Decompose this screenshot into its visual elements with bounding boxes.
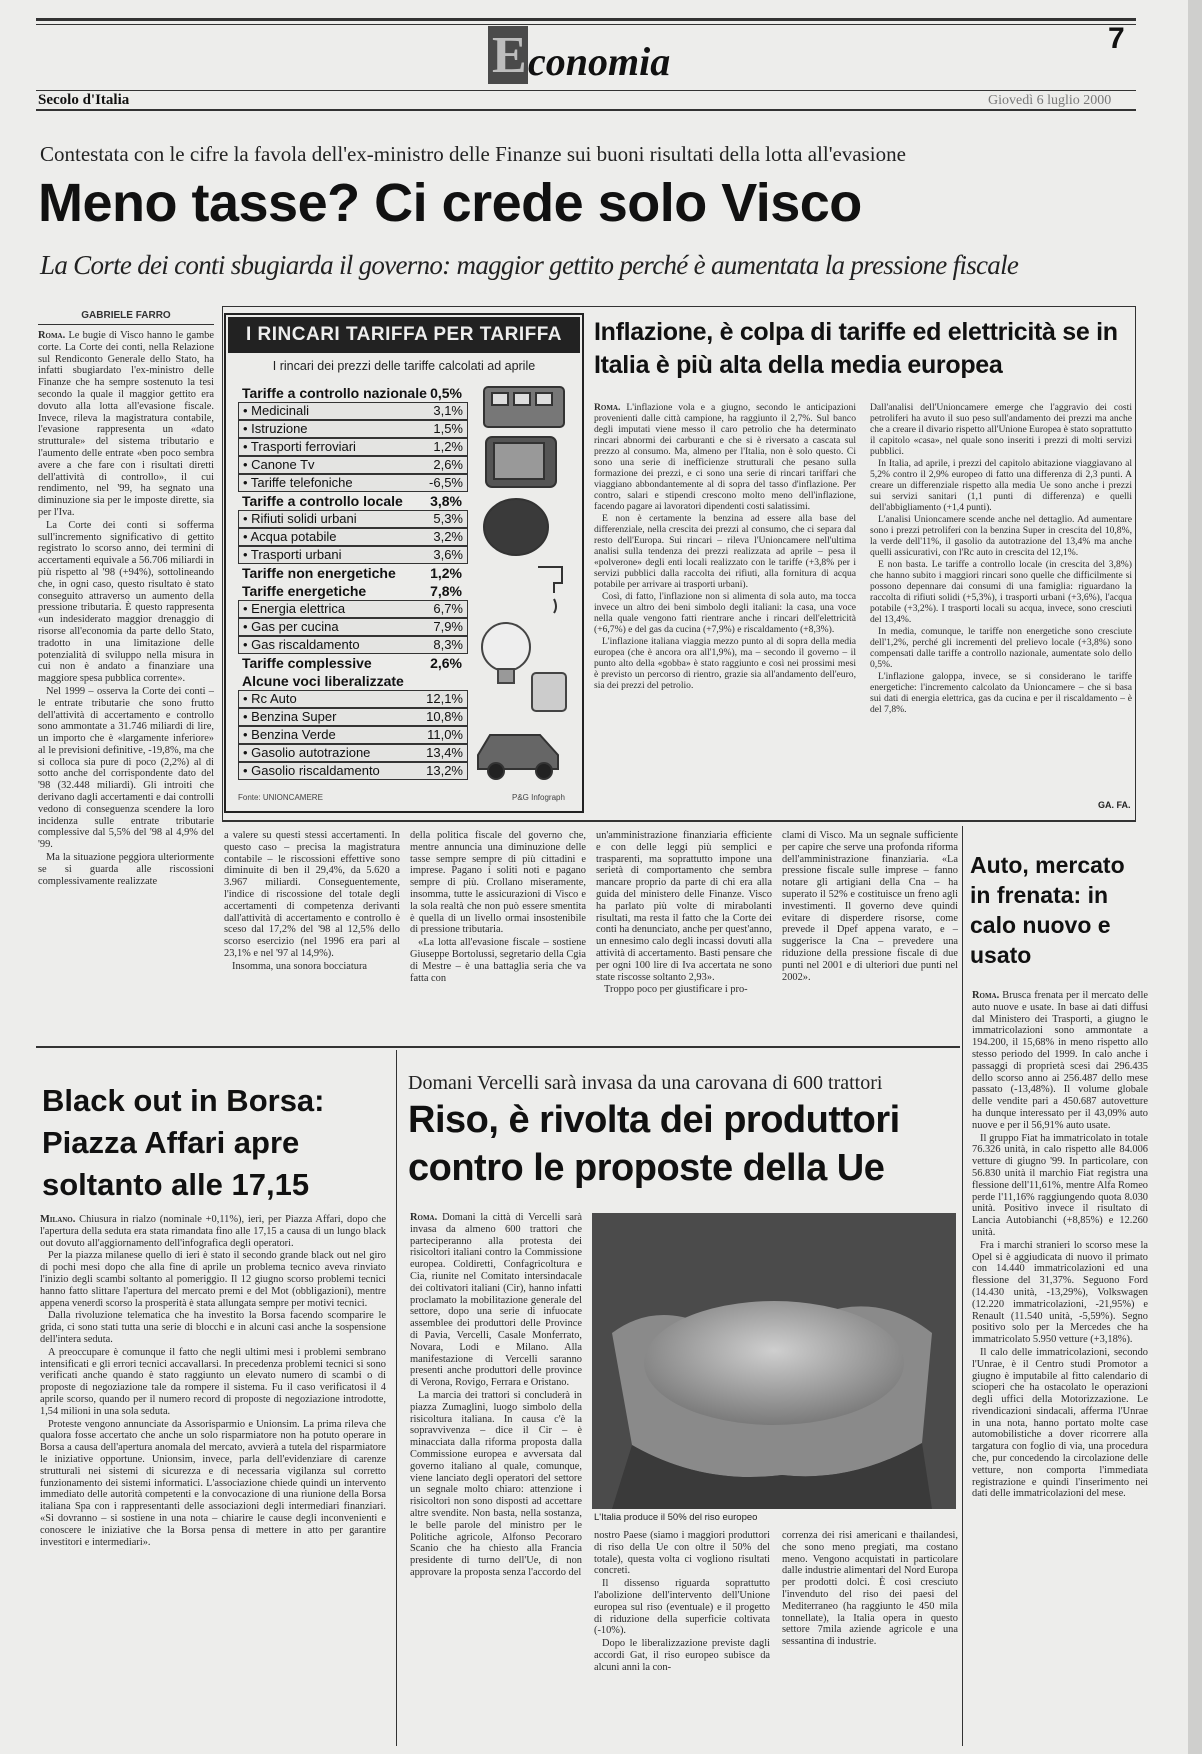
tariff-row: • Acqua potabile 3,2% bbox=[238, 528, 468, 546]
riso-col1-para: Roma. Domani la città di Vercelli sarà invasa da almeno 600 trattori che parteciperanno alla protesta dei risicoltori italiani contro la Commissione europea. Coldiretti, Confagricoltura e Cia, riunite nel Comitato intersindacale dei coltivatori italiani (Cir), hanno infatti proclamato la mobilitazione generale del settore, dopo una serie di infuocate assemblee dei produttori delle Province di Pavia, Vercelli, Casale Monferrato, Novara, Lodi e Milano. Alla manifestazione di Vercelli saranno presenti anche produttori delle province di Verona, Rovigo, Ferrara e Oristano. bbox=[410, 1212, 582, 1389]
byline: GABRIELE FARRO bbox=[81, 310, 171, 321]
tariff-row: • Rc Auto 12,1% bbox=[238, 690, 468, 708]
main-article-col4 bbox=[596, 830, 772, 1040]
rice-hands-image bbox=[592, 1213, 956, 1509]
tariff-row: Tariffe energetiche 7,8% bbox=[242, 583, 462, 599]
tariff-row: • Trasporti ferroviari 1,2% bbox=[238, 438, 468, 456]
tariff-row: Alcune voci liberalizzate bbox=[242, 673, 404, 689]
main-article-col1 bbox=[38, 330, 214, 1036]
auto-para: Roma. Brusca frenata per il mercato delle auto nuove e usate. In base ai dati diffusi dal Ministero dei Trasporti, a giugno le immatricolazioni sono ammontate a 194.200, il 15,68% in meno rispetto allo stesso periodo del 1999. In calo anche i passaggi di proprietà scesi dai 296.435 dello scorso anno ai 256.487 dello mese passato (-13,48%). Il volume globale delle vendite pari a 450.687 autovetture ha dunque interessato per il 43,09% auto nuove e per il 56,91% auto usate. bbox=[972, 990, 1148, 1131]
riso-kicker: Domani Vercelli sarà invasa da una carovana di 600 trattori bbox=[408, 1072, 883, 1094]
main-headline: Meno tasse? Ci crede solo Visco bbox=[38, 173, 862, 233]
tariff-row: • Medicinali 3,1% bbox=[238, 402, 468, 420]
section-letter: E bbox=[492, 27, 527, 84]
tariff-credit: P&G Infograph bbox=[512, 793, 565, 802]
main-subheadline: La Corte dei conti sbugiarda il governo: maggior gettito perché è aumentata la pressione fiscale bbox=[40, 250, 1019, 280]
riso-col3-para: correnza dei risi americani e thailandesi, che sono meno pregiati, ma costano meno. Vengono acquistati in particolare dalle industrie alimentari del Nord Europa per prodotti dolci. È così cresciuto l'invenduto del riso dei paesi del Mediterraneo (ha raggiunto le 450 mila tonnellate), la Italia opera in questo settore 7mila aziende agricole e una sessantina di industrie. bbox=[782, 1530, 958, 1648]
inflation-col2-para: L'inflazione galoppa, invece, se si considerano le tariffe energetiche: l'incremento calcolato da Unioncamere – che si basa sui dati di energia elettrica, gas da cucina e per il riscaldamento – è del 7,8%. bbox=[870, 671, 1132, 715]
auto-column-divider bbox=[962, 826, 963, 1746]
bulb-gas-illustration bbox=[482, 623, 566, 711]
main-col3-para: «La lotta all'evasione fiscale – sostiene Giuseppe Bortolussi, segretario della Cgia di Mestre – è una battaglia seria che va fatta con bbox=[410, 937, 586, 984]
tariff-row: Tariffe complessive 2,6% bbox=[242, 655, 462, 671]
riso-headline: Riso, è rivolta dei produttori contro le proposte della Ue bbox=[408, 1099, 900, 1189]
tariff-row: • Gasolio riscaldamento 13,2% bbox=[238, 762, 468, 780]
byline-rule bbox=[38, 324, 214, 325]
riso-dateline: Roma. bbox=[410, 1212, 438, 1223]
main-col2-para: Insomma, una sonora bocciatura bbox=[232, 960, 368, 972]
masthead-thin-rule bbox=[36, 24, 1136, 25]
garbage-tap-illustration bbox=[484, 499, 562, 613]
borsa-article-body bbox=[40, 1214, 386, 1744]
inflation-col2-para: L'analisi Unioncamere scende anche nel dettaglio. Ad aumentare sono i prezzi petroliferi con la benzina Super in crescita del 10,8%, la verde dell'11%, il gasolio da autotrazione del 13,4% ma anche quelli assicurativi, con l'Rc auto in crescita del 12,1%. bbox=[870, 514, 1132, 558]
riso-col2 bbox=[594, 1530, 770, 1746]
tariff-row: • Energia elettrica 6,7% bbox=[238, 600, 468, 618]
car-illustration bbox=[478, 735, 558, 779]
train-tv-illustration bbox=[484, 387, 564, 487]
borsa-para: Per la piazza milanese quello di ieri è stato il secondo grande black out nel giro di pochi mesi dopo che alla fine di aprile un problema tecnico aveva rinviato l'inizio degli scambi soltanto al pomeriggio. Il 12 giugno scorso problemi tecnici hanno fatto slittare l'apertura del mercato premi e del Mot (obbligazioni), mentre appena venerdì scorso la prosperità è stata allungata sempre per motivi tecnici. bbox=[40, 1250, 386, 1309]
inflation-box-rule bbox=[222, 820, 1136, 822]
page-binding-edge bbox=[1188, 0, 1202, 1754]
tariff-row: • Rifiuti solidi urbani 5,3% bbox=[238, 510, 468, 528]
tariff-row: • Canone Tv 2,6% bbox=[238, 456, 468, 474]
auto-para: Il calo delle immatricolazioni, secondo l'Unrae, è il Centro studi Promotor a giugno è imputabile al fitto calendario di scioperi che ha ostacolato le operazioni degli uffici della Motorizzazione. Le rivendicazioni sindacali, afferma l'Unrae in una nota, hanno portato molte case automobilistiche a dover ricorrere alla targatura con foglio di via, una procedura che, pur concedendo la circolazione delle vetture, non comporta l'immediata registrazione e quindi l'inserimento nei dati delle immatricolazioni del mese. bbox=[972, 1346, 1148, 1500]
auto-para: Fra i marchi stranieri lo scorso mese la Opel si è aggiudicata di nuovo il primato con 14.440 immatricolazioni ed una flessione del 31,37%. Seguono Ford (14.430 unità, -13,29%), Volkswagen (12.220 immatricolazioni, -21,95%) e Renault (11.540 unità, -5,59%). Segno positivo solo per la Mercedes che ha immatricolato 5.950 vetture (+3,18%). bbox=[972, 1239, 1148, 1346]
tariff-infographic bbox=[224, 313, 584, 813]
tariff-source: Fonte: UNIONCAMERE bbox=[238, 793, 323, 802]
tariff-row: • Gasolio autotrazione 13,4% bbox=[238, 744, 468, 762]
issue-date: Giovedì 6 luglio 2000 bbox=[988, 93, 1112, 108]
main-col4-para: Troppo poco per giustificare i pro- bbox=[604, 984, 748, 996]
riso-col3 bbox=[782, 1530, 958, 1746]
borsa-headline: Black out in Borsa: Piazza Affari apre soltanto alle 17,15 bbox=[42, 1083, 325, 1202]
inflation-signature: GA. FA. bbox=[1098, 800, 1131, 810]
paper-name: Secolo d'Italia bbox=[38, 92, 130, 108]
borsa-column-divider bbox=[396, 1050, 397, 1746]
masthead-top-rule bbox=[36, 18, 1136, 21]
inflation-col1-para: L'inflazione italiana viaggia mezzo punto al di sopra della media europea (che è ancora ora all'1,9%), ma – secondo il governo – il punto alto della «gobba» è stato raggiunto e così nei prossimi mesi è previsto un percorso di rientro, grazie sia all'andamento dell'euro, sia dei prezzi del petrolio. bbox=[594, 636, 856, 691]
auto-article-body bbox=[972, 990, 1148, 1730]
main-article-col5 bbox=[782, 830, 958, 1040]
tariff-row: Tariffe a controllo locale 3,8% bbox=[242, 493, 462, 509]
tariff-row: • Tariffe telefoniche -6,5% bbox=[238, 474, 468, 492]
tariff-box-subtitle: I rincari dei prezzi delle tariffe calcolati ad aprile bbox=[272, 359, 536, 373]
page-number: 7 bbox=[1108, 22, 1125, 55]
inflation-col2-para: Dall'analisi dell'Unioncamere emerge che l'aggravio dei costi petroliferi ha avuto il suo peso sull'andamento dei prezzi ma anche che a creare il divario rispetto all'Unione Europea è stato soprattutto il capitolo «casa», nel quale sono inseriti i prezzi di molti servizi pubblici. bbox=[870, 402, 1132, 457]
auto-para: Il gruppo Fiat ha immatricolato in totale 76.326 unità, in calo rispetto alle 84.006 vetture di giugno '99. In particolare, con 56.830 unità il marchio Fiat registra una flessione dell'11,61%, mentre Alfa Romeo perde l'11,16% raggiungendo quota 8.030 unità. Positivo invece il risultato di Lancia Autobianchi (+8,85%) e 12.260 unità. bbox=[972, 1132, 1148, 1238]
main-col3-para: della politica fiscale del governo che, mentre annuncia una diminuzione delle tasse sempre sempre di più cittadini e imprese. Pagano i soliti noti e pagano sempre di più. Crollano miseramente, insomma, tutte le assicurazioni di Visco e la sola realtà che non può essere smentita è quella di un livello ormai insostenibile di pressione tributaria. bbox=[410, 830, 586, 936]
tariff-illustrations bbox=[474, 377, 578, 785]
borsa-para: Dalla rivoluzione telematica che ha investito la Borsa facendo scomparire le grida, ci sono stati tutta una serie di blocchi e in alcuni casi anche la sospensione dell'intera seduta. bbox=[40, 1310, 386, 1345]
rice-photo-caption: L'Italia produce il 50% del riso europeo bbox=[594, 1512, 758, 1523]
tariff-row: • Benzina Super 10,8% bbox=[238, 708, 468, 726]
tariff-row: Tariffe non energetiche 1,2% bbox=[242, 565, 462, 581]
inflation-box-right bbox=[1135, 306, 1136, 822]
riso-col2-para: Il dissenso riguarda soprattutto l'abolizione dell'intervento dell'Unione europea sul riso (eventuale) e il progetto di riduzione della superficie coltivata (-10%). bbox=[594, 1578, 770, 1637]
main-col5-para: clami di Visco. Ma un segnale sufficiente per capire che serve una profonda riforma dell'amministrazione finanziaria. «La pressione fiscale sulle imprese – fanno notare gli artigiani della Cna – ha superato il 52% e costituisce un freno agli investimenti. Il governo deve quindi evitare di disperdere risorse, come prevede il Dpef appena varato, e – suggerisce la Cna – prevedere una riduzione della pressione fiscale di due punti nel 2001 e di ulteriori due punti nel 2002». bbox=[782, 830, 958, 983]
auto-headline: Auto, mercato in frenata: in calo nuovo e usato bbox=[970, 852, 1125, 968]
borsa-para: Milano. Chiusura in rialzo (nominale +0,11%), ieri, per Piazza Affari, dopo che l'apertura della seduta era stata rimandata fino alle 17,15 a causa di un lungo black out dovuto all'aggiornamento dell'infografica degli operatori. bbox=[40, 1214, 386, 1249]
inflation-box-left bbox=[222, 306, 223, 822]
main-col2-para: a valere su questi stessi accertamenti. In questo caso – precisa la magistratura contabile – le riscossioni effettive sono diminuite di ben il 29,4%, da 5.620 a 3.967 miliardi. Conseguentemente, l'indice di riscossione del totale degli accertamenti di competenza derivanti dall'attività di accertamento e controllo è sceso dal 17,2% del '98 al 12,5% dello scorso esercizio (nel 1996 era pari al 23,1% e nel '97 al 14,9%). bbox=[224, 830, 400, 959]
inflation-col2-para: In media, comunque, le tariffe non energetiche sono cresciute dell'1,2%, perché gli incrementi del prelievo locale (+3,8%) sono compensati dalle tariffe a controllo nazionale, aumentate solo dello 0,5%. bbox=[870, 626, 1132, 670]
section-title: conomia bbox=[528, 39, 671, 84]
main-col4-para: un'amministrazione finanziaria efficiente e con delle leggi più semplici e trasparenti, ma soprattutto impone una serietà di comportamento che sembra mancare proprio da parte di chi era alla guida del ministero delle Finanze. Visco ha parlato più volte di mirabolanti risultati, ma resta il fatto che la Corte dei conti ha denunciato, anche per quest'anno, un ennesimo calo degli incassi dovuti alla attività di accertamento. Basti pensare che per ogni 100 lire di Iva accertata ne sono state riscosse soltanto 2,93». bbox=[596, 830, 772, 983]
borsa-para: Proteste vengono annunciate da Assorisparmio e Unionsim. La prima rileva che qualora fosse accertato che anche un solo risparmiatore non ha potuto operare in Borsa a causa dell'apertura anomala del mercato, avvierà a tutela del risparmiatore le iniziative opportune. Unionsim, invece, parla dell'evidenziare di carenze strutturali nei sistemi di sicurezza e di necessaria vigilanza sul corretto funzionamento dei sistemi informatici. L'associazione chiede quindi un intervento immediato delle autorità competenti e la convocazione di una riunione della Borsa italiana Spa con i rappresentanti delle associazioni degli intermediari finanziari. «Si dovranno – si sostiene in una nota – chiarire le cause degli inconvenienti e conoscere le iniziative che la Borsa pensa di mettere in atto per garantire investitori e intermediari». bbox=[40, 1418, 386, 1548]
inflation-col2-para: E non basta. Le tariffe a controllo locale (in crescita del 3,8%) che hanno subito i maggiori rincari sono quelle che difficilmente si possono depennare dai consumi di una famiglia: riguardano la raccolta di rifiuti solidi (+5,3%), i trasporti urbani (+3,6%), l'acqua potabile (+3,2%). I trasporti locali su acqua, invece, sono cresciuti del 13,4%. bbox=[870, 559, 1132, 625]
main-col1-para: La Corte dei conti si sofferma sull'incremento significativo di gettito registrato lo scorso anno, dei termini di accertamenti equivale a 56.706 miliardi in più rispetto al '98 (+94%), sottolineando che, in ogni caso, questo risultato è stato conseguito attraverso un aumento della pressione tributaria. È questo rappresenta «un indesiderato maggior drenaggio di risorse all'economia da parte dello Stato, tradotto in una limitazione delle potenzialità di sviluppo nella misura in cui non è andato a finanziare una maggiore spesa pubblica corrente». bbox=[38, 519, 214, 685]
riso-col2-para: nostro Paese (siamo i maggiori produttori di riso della Ue con oltre il 50% del totale), questa volta ci vogliono risultati concreti. bbox=[594, 1530, 770, 1577]
inflation-col2-para: In Italia, ad aprile, i prezzi del capitolo abitazione viaggiavano al 5,2% contro il 2,9% europeo di fatto una differenza di 2,3 punti. A creare un differenziale rispetto alla media Ue sono anche i prezzi sui servizi sanitari (1,1 punti di differenza) e quelli dell'abbigliamento (+1,4 punti). bbox=[870, 458, 1132, 513]
auto-dateline: Roma. bbox=[972, 990, 1000, 1001]
masthead-bottom-rule-2 bbox=[36, 109, 1136, 111]
tariff-row: • Benzina Verde 11,0% bbox=[238, 726, 468, 744]
inflation-box-top bbox=[222, 306, 1136, 307]
inflation-dateline: Roma. bbox=[594, 402, 621, 413]
tariff-row: • Trasporti urbani 3,6% bbox=[238, 546, 468, 564]
inflation-col1-para: E non è certamente la benzina ad essere alla base del differenziale, nella crescita dei prezzi al consumo, che ci separa dal resto dell'Europa. Sui rincari – rileva l'Unioncamere nell'ultima analisi sulla tendenza dei prezzi realizzata ad aprile – pesa il «polverone» degli enti locali realizzato con le tariffe (+3,8% per i servizi pubblici dalla raccolta dei rifiuti, alla fornitura di acqua potabile per arrivare ai trasporti urbani). bbox=[594, 513, 856, 590]
tariff-row: • Gas riscaldamento 8,3% bbox=[238, 636, 468, 654]
tariff-box-title: I RINCARI TARIFFA PER TARIFFA bbox=[228, 317, 580, 353]
section-letter-block bbox=[488, 26, 528, 84]
main-col1-para: Ma la situazione peggiora ulteriormente se si guarda alle riscossioni complessivamente realizzate bbox=[38, 852, 214, 887]
main-col1-para: Nel 1999 – osserva la Corte dei conti – le entrate tributarie che sono frutto dell'attività di accertamento e controllo sono ammontate a 31.746 miliardi di lire, un importo che è «largamente inferiore» al le previsioni definitive, -19,8%, ma che si colloca sia pure di poco (2,2%) al di sotto anche del corrispondente dato del '98 (32.448 miliardi). Gli introiti che derivano dagli accertamenti e dai controlli vedono di conseguenza scendere la loro incidenza sulle entrate tributarie complessive dal 5,5% del '98 al 4,9% del '99. bbox=[38, 685, 214, 851]
inflation-col2 bbox=[870, 402, 1132, 794]
inflation-headline: Inflazione, è colpa di tariffe ed elettricità se in Italia è più alta della media europea bbox=[594, 318, 1118, 379]
inflation-col1-para: Roma. L'inflazione vola e a giugno, secondo le anticipazioni provenienti dalle città campione, ha raggiunto il 2,7%. Sul banco degli imputati viene messo il caro petrolio che ha determinato rincari abnormi dei carburanti e che si è riversato a cascata sul prezzo al consumo. Ma, almeno per l'Italia, non è solo questo. Ci sono una serie di inefficienze strutturali che pesano sulla formazione dei prezzi, e ci sono una serie di rincari tariffari che viaggiano abbondantemente al di sopra del tasso d'inflazione. Per contro, salari e stipendi crescono molto meno dell'inflazione, facendo pagare ai lavoratori dipendenti costi salatissimi. bbox=[594, 402, 856, 512]
main-kicker: Contestata con le cifre la favola dell'ex-ministro delle Finanze sui buoni risultati della lotta all'evasione bbox=[40, 142, 906, 166]
masthead-bottom-rule bbox=[36, 90, 1136, 91]
inflation-col1-para: Così, di fatto, l'inflazione non si alimenta di sola auto, ma tocca invece un altro dei beni simbolo degli italiani: la casa, una voce nella quale vengono fatti rientrare anche i rincari dell'elettricità (+6,7%) e del gas da cucina (+7,9%) e riscaldamento (+8,3%). bbox=[594, 591, 856, 635]
main-article-col2 bbox=[224, 830, 400, 1040]
inflation-col1 bbox=[594, 402, 856, 810]
tariff-row: Tariffe a controllo nazionale 0,5% bbox=[242, 385, 462, 401]
main-article-col3 bbox=[410, 830, 586, 1040]
riso-col1-para: La marcia dei trattori si concluderà in piazza Zumaglini, luogo simbolo della risicoltura italiana. In causa c'è la sopravvivenza – dice il Cir – è minacciata dalla riforma proposta dalla Commissione europea e avversata dal governo italiano al quale, comunque, viene lanciato degli operatori del settore un segnale molto chiaro: attenzione i risicoltori non sono disposti ad accettare altre svendite. Non basta, nella sostanza, le belle parole del ministro per le Politiche agricole, Alfonso Pecoraro Scanio che ha chiesto alla Francia presidente di turno dell'Ue, di non approvare la proposta senza l'accordo del bbox=[410, 1389, 582, 1578]
bottom-section-rule bbox=[36, 1046, 960, 1048]
borsa-dateline: Milano. bbox=[40, 1214, 76, 1225]
tariff-row: • Istruzione 1,5% bbox=[238, 420, 468, 438]
riso-col1 bbox=[410, 1212, 582, 1746]
borsa-para: A preoccupare è comunque il fatto che negli ultimi mesi i problemi sembrano intensificati e gli errori tecnici accavallarsi. In precedenza problemi tecnici si sono verificati anche quando è stato raggiunto un elevato numero di scambi o di proposte di negoziazione tale da rompere il sistema. Fu il caso verificatosi il 4 aprile scorso, quando per il numero record di proposte di negoziazione introdotte, 1,54 milioni in una sola seduta. bbox=[40, 1346, 386, 1417]
main-dateline: Roma. bbox=[38, 330, 66, 341]
rice-photo bbox=[592, 1213, 956, 1509]
riso-col2-para: Dopo le liberalizzazione previste dagli accordi Gat, il riso europeo subisce da alcuni anni la con- bbox=[594, 1638, 770, 1673]
main-col1-para: Roma. Le bugie di Visco hanno le gambe corte. La Corte dei conti, nella Relazione sul Rendiconto Generale dello Stato, ha infatti sbugiardato l'ex-ministro delle Finanze che ha sempre sostenuto la tesi secondo la quale il maggior gettito era dovuto alla lotta all'evasione fiscale. Invece, rileva la magistratura contabile, l'evasione rappresenta un «dato strutturale» del sistema tributario e l'aumento delle entrate «ben poco sembra avere a che fare con i risultati diretti dell'attività di controllo», il cui rendimento, nel '99, ha segnato una diminuzione sia per le imposte dirette, sia per l'Iva. bbox=[38, 330, 214, 518]
tariff-row: • Gas per cucina 7,9% bbox=[238, 618, 468, 636]
